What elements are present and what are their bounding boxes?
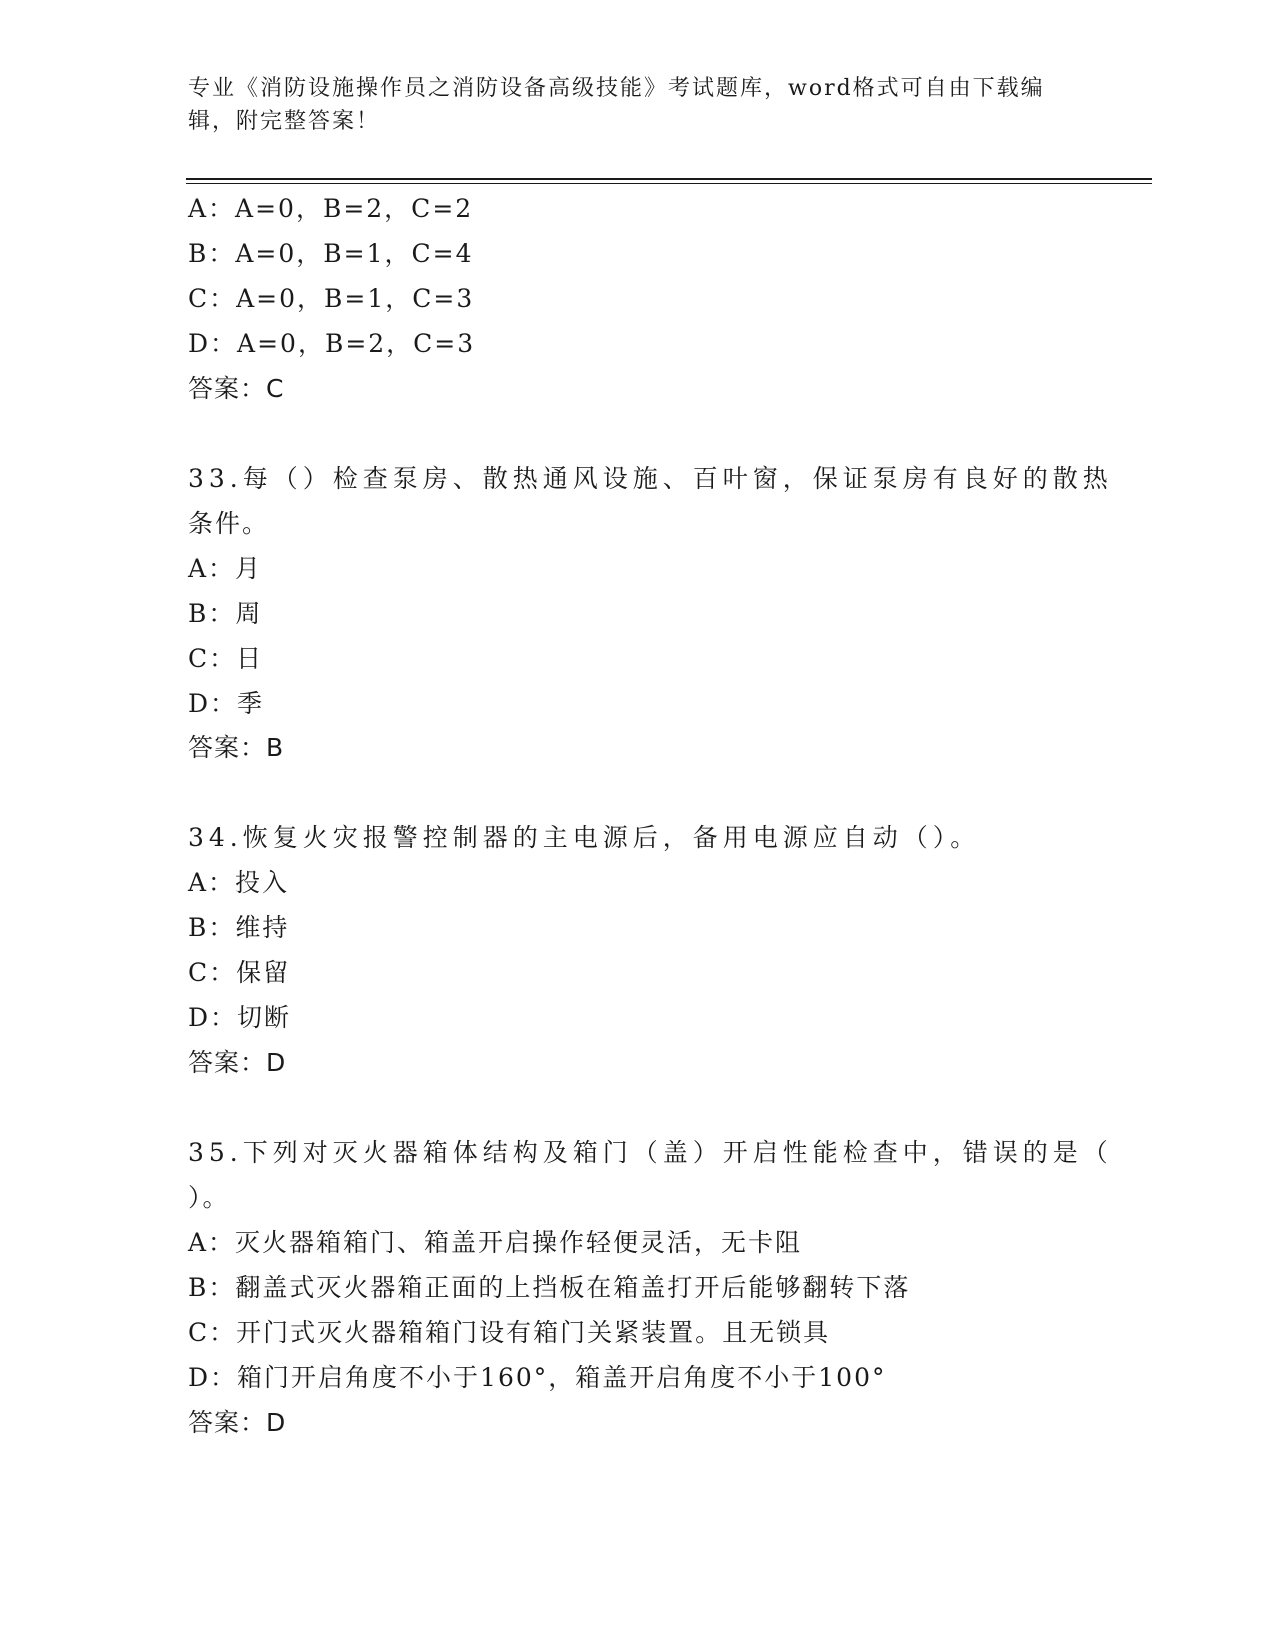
- q33-answer: 答案：B: [188, 733, 285, 762]
- header-rule-thick: [186, 178, 1152, 180]
- q32-option-c: C：A=0，B=1，C=3: [188, 284, 475, 313]
- header-line-2: 辑，附完整答案！: [188, 109, 381, 134]
- q33-stem-line-2: 条件。: [188, 509, 270, 538]
- q35-option-b: B：翻盖式灭火器箱正面的上挡板在箱盖打开后能够翻转下落: [188, 1273, 911, 1302]
- q34-option-a: A：投入: [188, 868, 290, 897]
- q34-option-c: C：保留: [188, 958, 291, 987]
- header-line-1: 专业《消防设施操作员之消防设备高级技能》考试题库，word格式可自由下载编: [188, 76, 1045, 101]
- q34-option-d: D：切断: [188, 1003, 292, 1032]
- q33-option-c: C：日: [188, 644, 264, 673]
- header-rule-thin: [186, 183, 1152, 184]
- q33-option-a: A：月: [188, 554, 263, 583]
- q35-option-d: D：箱门开启角度不小于160°，箱盖开启角度不小于100°: [188, 1363, 887, 1392]
- q35-stem-line-1: 35.下列对灭火器箱体结构及箱门（盖）开启性能检查中，错误的是（: [188, 1138, 1113, 1167]
- q32-option-d: D：A=0，B=2，C=3: [188, 329, 476, 358]
- q33-option-d: D：季: [188, 689, 265, 718]
- q32-answer: 答案：C: [188, 374, 285, 403]
- q33-option-b: B：周: [188, 599, 263, 628]
- q32-option-a: A：A=0，B=2，C=2: [188, 194, 474, 223]
- q32-option-b: B：A=0，B=1，C=4: [188, 239, 474, 268]
- q33-stem-line-1: 33.每（）检查泵房、散热通风设施、百叶窗，保证泵房有良好的散热: [188, 464, 1113, 493]
- q34-stem-line-1: 34.恢复火灾报警控制器的主电源后，备用电源应自动（）。: [188, 823, 981, 852]
- q35-stem-line-2: ）。: [188, 1183, 230, 1212]
- q34-option-b: B：维持: [188, 913, 290, 942]
- q35-option-c: C：开门式灭火器箱箱门设有箱门关紧装置。且无锁具: [188, 1318, 831, 1347]
- q35-answer: 答案：D: [188, 1408, 287, 1437]
- document-header: [188, 72, 1088, 138]
- q35-option-a: A：灭火器箱箱门、箱盖开启操作轻便灵活，无卡阻: [188, 1228, 803, 1257]
- q34-answer: 答案：D: [188, 1048, 287, 1077]
